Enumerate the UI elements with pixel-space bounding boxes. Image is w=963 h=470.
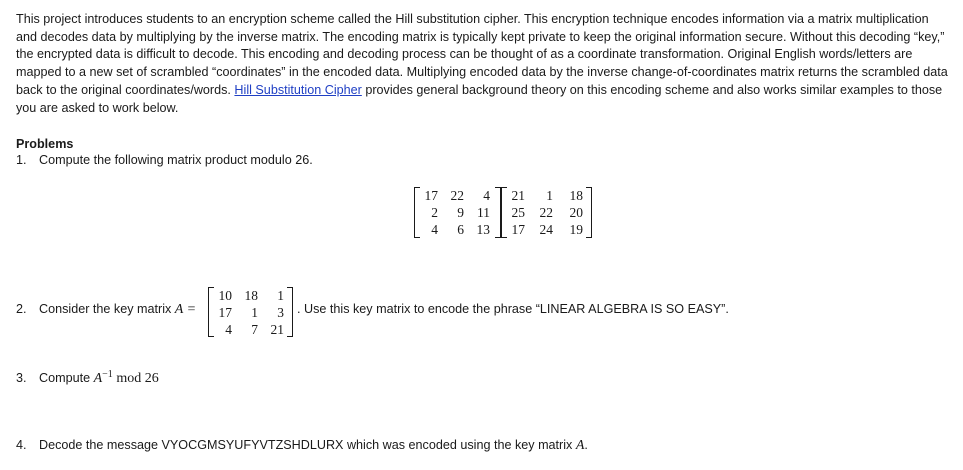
problem-3	[16, 369, 159, 387]
matrix-cell: 2	[431, 205, 438, 220]
matrix-cell: 3	[277, 305, 284, 320]
matrix-cell: 17	[218, 305, 232, 320]
matrix-cell: 1	[251, 305, 258, 320]
matrix-cell: 1	[546, 188, 553, 203]
matrix-cell: 22	[539, 205, 553, 220]
matrix-cell: 9	[457, 205, 464, 220]
math-lhs: A =	[174, 302, 197, 317]
matrix-m1	[418, 187, 490, 238]
matrix-cell: 6	[457, 222, 464, 237]
matrix-cell: 25	[511, 205, 525, 220]
problem-1	[16, 153, 313, 167]
matrix-cell: 18	[569, 188, 583, 203]
problem-number: 3.	[16, 371, 27, 386]
matrix-cell: 1	[277, 288, 284, 303]
intro-text-end: provides general background theory on this encoding scheme and also works similar examples to those you are asked to work below.	[16, 82, 943, 115]
matrix-m2	[505, 187, 583, 238]
matrix-cell: 20	[569, 205, 583, 220]
math-var: A	[575, 438, 585, 453]
problem-period: .	[584, 438, 588, 452]
problem-text-end: . Use this key matrix to encode the phrase “LINEAR ALGEBRA IS SO EASY”.	[297, 302, 729, 316]
problems-heading: Problems	[16, 137, 74, 151]
matrix-cell: 24	[539, 222, 553, 237]
matrix-cell: 4	[225, 322, 232, 337]
problem-text: Compute	[39, 371, 91, 386]
problem-2-rest	[297, 302, 729, 316]
matrix-cell: 18	[244, 288, 258, 303]
matrix-key	[213, 287, 284, 338]
bracket-right	[586, 187, 592, 238]
problem-text: Consider the key matrix	[39, 302, 172, 316]
matrix-cell: 17	[511, 222, 525, 237]
problem-2-intro	[16, 302, 196, 318]
intro-text: This project introduces students to an encryption scheme called the Hill substitution cipher. This encryption technique encodes information via a matrix multiplication and decodes data by multiplying by the inverse matrix. The encoding matrix is typically kept private to keep the original information secure. Without this decoding “key,” the encrypted data is difficult to decode. This encoding and decoding process can be thought of as a coordinate transformation. Original English words/letters are mapped to a new set of scrambled “coordinates” in the encoded data. Multiplying encoded data by the inverse change-of-coordinates matrix returns the scrambled data back to the original coordinates/words.	[16, 12, 948, 97]
matrix-cell: 21	[511, 188, 525, 203]
problem-number: 2.	[16, 302, 27, 316]
bracket-right	[287, 287, 293, 337]
matrix-cell: 7	[251, 322, 258, 337]
problem-4	[16, 438, 588, 454]
math-base: A	[93, 371, 103, 387]
matrix-cell: 21	[270, 322, 284, 337]
matrix-cell: 17	[424, 188, 438, 203]
matrix-cell: 22	[450, 188, 464, 203]
math-exponent: −1	[102, 369, 113, 380]
matrix-cell: 11	[477, 205, 490, 220]
problem-text: Compute the following matrix product modulo 26.	[39, 153, 313, 167]
matrix-cell: 13	[476, 222, 490, 237]
matrix-cell: 19	[569, 222, 583, 237]
matrix-cell: 10	[218, 288, 232, 303]
math-mod: mod 26	[116, 371, 159, 387]
matrix-cell: 4	[431, 222, 438, 237]
intro-paragraph	[16, 11, 948, 117]
problem-text: Decode the message VYOCGMSYUFYVTZSHDLURX which was encoded using the key matrix	[39, 438, 573, 452]
problem-number: 1.	[16, 153, 27, 167]
problem-number: 4.	[16, 438, 27, 452]
hill-cipher-link[interactable]: Hill Substitution Cipher	[234, 82, 362, 97]
matrix-cell: 4	[483, 188, 490, 203]
